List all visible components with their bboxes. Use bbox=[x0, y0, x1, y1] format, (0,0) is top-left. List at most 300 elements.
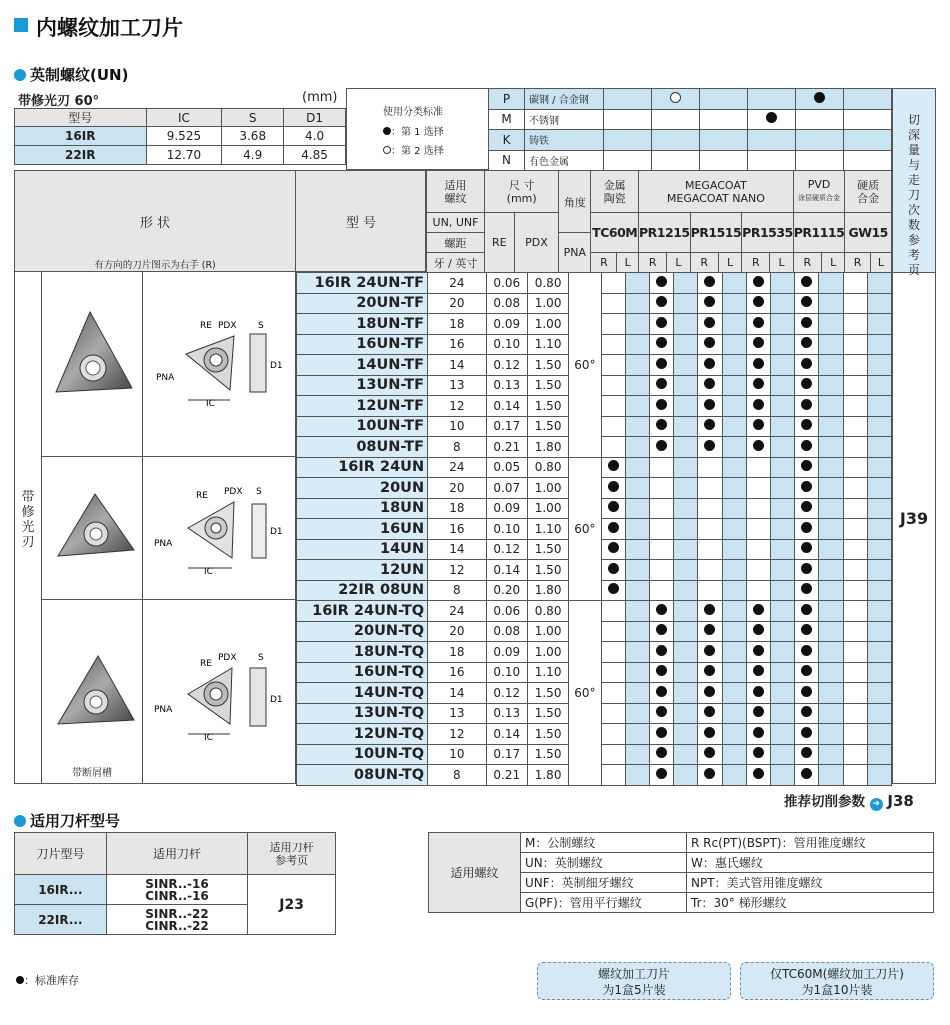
pitch-cell: 20 bbox=[428, 293, 486, 314]
grade-cell bbox=[795, 498, 819, 519]
stock-dot-icon bbox=[801, 563, 812, 574]
subtitle: 带修光刃 60° bbox=[18, 94, 100, 109]
grade-cell bbox=[867, 416, 891, 437]
grade-cell bbox=[698, 273, 722, 294]
grade-cell bbox=[867, 314, 891, 335]
grade-cell bbox=[746, 662, 770, 683]
grade-cell bbox=[625, 683, 649, 704]
insert-diagram-tf bbox=[148, 316, 288, 408]
pitch-cell: 24 bbox=[428, 273, 486, 294]
grade-cell bbox=[601, 683, 625, 704]
grade-cell bbox=[867, 662, 891, 683]
pitch-cell: 8 bbox=[428, 437, 486, 458]
grade-cell bbox=[698, 765, 722, 786]
box-note-2: 仅TC60M(螺纹加工刀片) 为1盒10片装 bbox=[740, 962, 934, 1000]
svg-text:PDX: PDX bbox=[218, 653, 237, 663]
grade-cell bbox=[795, 478, 819, 499]
grade-cell bbox=[649, 519, 673, 540]
grade-cell bbox=[649, 539, 673, 560]
pitch-cell: 24 bbox=[428, 601, 486, 622]
angle-cell: 60° bbox=[569, 457, 601, 601]
grade-cell bbox=[698, 519, 722, 540]
grade-cell bbox=[674, 396, 698, 417]
grade-cell bbox=[698, 744, 722, 765]
grade-cell bbox=[601, 642, 625, 663]
grade-cell bbox=[601, 416, 625, 437]
grade-cell bbox=[819, 416, 843, 437]
grade-cell bbox=[819, 478, 843, 499]
pitch-cell: 14 bbox=[428, 355, 486, 376]
stock-dot-icon bbox=[801, 665, 812, 676]
grade-cell bbox=[601, 457, 625, 478]
pitch-cell: 10 bbox=[428, 416, 486, 437]
grade-cell bbox=[674, 642, 698, 663]
grade-cell bbox=[674, 498, 698, 519]
grade-cell bbox=[674, 580, 698, 601]
grade-cell bbox=[625, 662, 649, 683]
stock-dot-icon bbox=[704, 317, 715, 328]
grade-cell bbox=[770, 744, 794, 765]
re-cell: 0.21 bbox=[486, 765, 527, 786]
grade-cell bbox=[770, 683, 794, 704]
grade-cell bbox=[698, 724, 722, 745]
grade-cell bbox=[698, 703, 722, 724]
grade-cell bbox=[649, 273, 673, 294]
re-cell: 0.06 bbox=[486, 601, 527, 622]
grade-cell bbox=[819, 560, 843, 581]
grade-cell bbox=[819, 273, 843, 294]
grade-cell bbox=[819, 375, 843, 396]
stock-dot-icon bbox=[656, 665, 667, 676]
stock-dot-icon bbox=[656, 440, 667, 451]
grade-cell bbox=[819, 662, 843, 683]
grade-cell bbox=[843, 375, 867, 396]
pdx-cell: 0.80 bbox=[527, 273, 568, 294]
grade-cell bbox=[674, 437, 698, 458]
grade-cell bbox=[867, 560, 891, 581]
grade-cell bbox=[674, 601, 698, 622]
pitch-cell: 16 bbox=[428, 334, 486, 355]
grade-cell bbox=[649, 642, 673, 663]
grade-cell bbox=[722, 580, 746, 601]
grade-cell bbox=[843, 744, 867, 765]
grade-cell bbox=[867, 273, 891, 294]
grade-cell bbox=[746, 478, 770, 499]
stock-dot-icon bbox=[753, 727, 764, 738]
grade-cell bbox=[770, 662, 794, 683]
grade-cell bbox=[843, 293, 867, 314]
stock-dot-icon bbox=[704, 276, 715, 287]
grade-cell bbox=[698, 416, 722, 437]
grade-cell bbox=[843, 498, 867, 519]
grade-cell bbox=[795, 539, 819, 560]
grade-cell bbox=[770, 478, 794, 499]
grade-cell bbox=[819, 498, 843, 519]
grade-cell bbox=[746, 601, 770, 622]
grade-cell bbox=[601, 539, 625, 560]
grade-cell bbox=[674, 539, 698, 560]
grade-cell bbox=[625, 642, 649, 663]
svg-text:D1: D1 bbox=[270, 361, 283, 371]
main-header: 形 状 有方向的刀片图示为右手 (R) 型 号 bbox=[14, 170, 892, 272]
grade-cell bbox=[843, 724, 867, 745]
stock-dot-icon bbox=[656, 645, 667, 656]
pdx-cell: 1.50 bbox=[527, 539, 568, 560]
model-cell: 20UN-TQ bbox=[297, 621, 428, 642]
grade-cell bbox=[746, 396, 770, 417]
grade-cell bbox=[746, 539, 770, 560]
grade-cell bbox=[649, 560, 673, 581]
grade-cell bbox=[601, 703, 625, 724]
grade-cell bbox=[795, 683, 819, 704]
grade-cell bbox=[843, 703, 867, 724]
stock-dot-icon bbox=[608, 501, 619, 512]
grade-cell bbox=[698, 478, 722, 499]
grade-cell bbox=[770, 293, 794, 314]
grade-cell bbox=[698, 621, 722, 642]
recommend-link[interactable]: 推荐切削参数 ➜ J38 bbox=[784, 792, 914, 810]
grade-cell bbox=[746, 580, 770, 601]
model-cell: 16UN-TQ bbox=[297, 662, 428, 683]
grade-cell bbox=[867, 334, 891, 355]
grade-cell bbox=[770, 273, 794, 294]
grade-cell bbox=[722, 560, 746, 581]
grade-cell bbox=[698, 437, 722, 458]
grade-cell bbox=[795, 765, 819, 786]
stock-dot-icon bbox=[801, 747, 812, 758]
stock-dot-icon bbox=[656, 686, 667, 697]
grade-cell bbox=[770, 355, 794, 376]
stock-dot-icon bbox=[704, 686, 715, 697]
grade-cell bbox=[795, 314, 819, 335]
grade-cell bbox=[770, 580, 794, 601]
stock-dot-icon bbox=[608, 522, 619, 533]
pdx-cell: 1.00 bbox=[527, 642, 568, 663]
grade-cell bbox=[722, 703, 746, 724]
pdx-cell: 1.00 bbox=[527, 621, 568, 642]
pdx-cell: 1.50 bbox=[527, 683, 568, 704]
grade-cell bbox=[795, 437, 819, 458]
pitch-cell: 14 bbox=[428, 683, 486, 704]
stock-dot-icon bbox=[801, 542, 812, 553]
grade-cell bbox=[625, 375, 649, 396]
grade-cell bbox=[698, 314, 722, 335]
model-cell: 12UN-TF bbox=[297, 396, 428, 417]
stock-dot-icon bbox=[801, 481, 812, 492]
stock-dot-icon bbox=[753, 317, 764, 328]
stock-dot-icon bbox=[753, 419, 764, 430]
grade-cell bbox=[698, 396, 722, 417]
grade-cell bbox=[819, 293, 843, 314]
grade-cell bbox=[819, 396, 843, 417]
grade-cell bbox=[770, 457, 794, 478]
stock-dot-icon bbox=[608, 542, 619, 553]
grade-cell bbox=[843, 273, 867, 294]
grade-cell bbox=[601, 334, 625, 355]
grade-cell bbox=[674, 621, 698, 642]
grade-cell bbox=[867, 642, 891, 663]
unit-label: (mm) bbox=[302, 90, 338, 105]
stock-dot-icon bbox=[801, 604, 812, 615]
grade-cell bbox=[722, 375, 746, 396]
grade-cell bbox=[601, 724, 625, 745]
pdx-cell: 1.00 bbox=[527, 314, 568, 335]
svg-text:S: S bbox=[256, 487, 262, 497]
grade-cell bbox=[843, 457, 867, 478]
grade-cell bbox=[819, 539, 843, 560]
grade-cell bbox=[601, 744, 625, 765]
grade-cell bbox=[649, 478, 673, 499]
grade-cell bbox=[625, 724, 649, 745]
pitch-cell: 8 bbox=[428, 765, 486, 786]
grade-cell bbox=[770, 601, 794, 622]
grade-cell bbox=[746, 273, 770, 294]
model-cell: 16IR 24UN bbox=[297, 457, 428, 478]
grade-cell bbox=[795, 642, 819, 663]
svg-text:S: S bbox=[258, 321, 264, 331]
pitch-cell: 20 bbox=[428, 621, 486, 642]
grade-cell bbox=[649, 375, 673, 396]
box-note-1: 螺纹加工刀片 为1盒5片装 bbox=[537, 962, 731, 1000]
stock-dot-icon bbox=[704, 645, 715, 656]
grade-cell bbox=[625, 560, 649, 581]
grade-cell bbox=[795, 703, 819, 724]
stock-dot-icon bbox=[704, 296, 715, 307]
model-cell: 12UN bbox=[297, 560, 428, 581]
pitch-cell: 20 bbox=[428, 478, 486, 499]
re-cell: 0.12 bbox=[486, 683, 527, 704]
grade-cell bbox=[625, 396, 649, 417]
grade-cell bbox=[867, 683, 891, 704]
pdx-cell: 1.80 bbox=[527, 580, 568, 601]
grade-cell bbox=[649, 703, 673, 724]
svg-text:RE: RE bbox=[200, 659, 212, 669]
pdx-cell: 1.00 bbox=[527, 293, 568, 314]
pdx-cell: 1.80 bbox=[527, 765, 568, 786]
pitch-cell: 18 bbox=[428, 314, 486, 335]
grade-cell bbox=[649, 293, 673, 314]
grade-cell bbox=[674, 355, 698, 376]
stock-dot-icon bbox=[753, 624, 764, 635]
stock-dot-icon bbox=[801, 522, 812, 533]
grade-cell bbox=[674, 478, 698, 499]
grade-cell bbox=[625, 457, 649, 478]
grade-cell bbox=[746, 314, 770, 335]
grade-cell bbox=[722, 498, 746, 519]
grade-cell bbox=[625, 314, 649, 335]
grade-cell bbox=[625, 580, 649, 601]
stock-dot-icon bbox=[656, 399, 667, 410]
re-cell: 0.08 bbox=[486, 293, 527, 314]
stock-dot-icon bbox=[704, 727, 715, 738]
grade-cell bbox=[770, 765, 794, 786]
grade-cell bbox=[649, 396, 673, 417]
re-cell: 0.17 bbox=[486, 416, 527, 437]
grade-cell bbox=[722, 273, 746, 294]
grade-cell bbox=[843, 765, 867, 786]
stock-dot-icon bbox=[704, 624, 715, 635]
grade-cell bbox=[698, 642, 722, 663]
pdx-cell: 1.50 bbox=[527, 744, 568, 765]
grade-cell bbox=[770, 519, 794, 540]
arrow-right-icon: ➜ bbox=[870, 798, 883, 811]
grade-cell bbox=[746, 293, 770, 314]
grade-cell bbox=[746, 437, 770, 458]
grade-cell bbox=[867, 765, 891, 786]
pdx-cell: 1.50 bbox=[527, 375, 568, 396]
stock-dot-icon bbox=[753, 276, 764, 287]
svg-text:PNA: PNA bbox=[154, 705, 173, 715]
grade-cell bbox=[867, 519, 891, 540]
section-un-title: 英制螺纹(UN) bbox=[14, 64, 128, 85]
grade-cell bbox=[722, 334, 746, 355]
stock-dot-icon bbox=[753, 440, 764, 451]
grade-cell bbox=[770, 560, 794, 581]
model-cell: 18UN-TF bbox=[297, 314, 428, 335]
model-cell: 16IR 24UN-TF bbox=[297, 273, 428, 294]
grade-cell bbox=[649, 314, 673, 335]
model-cell: 14UN bbox=[297, 539, 428, 560]
grade-cell bbox=[770, 642, 794, 663]
grade-cell bbox=[843, 539, 867, 560]
grade-cell bbox=[843, 519, 867, 540]
stock-dot-icon bbox=[704, 378, 715, 389]
grade-cell bbox=[722, 437, 746, 458]
stock-dot-icon bbox=[753, 337, 764, 348]
svg-text:IC: IC bbox=[204, 733, 213, 742]
grade-cell bbox=[867, 375, 891, 396]
angle-cell: 60° bbox=[569, 601, 601, 786]
grade-cell bbox=[601, 375, 625, 396]
stock-dot-icon bbox=[656, 419, 667, 430]
stock-dot-icon bbox=[801, 727, 812, 738]
grade-cell bbox=[722, 539, 746, 560]
material-table: P 碳钢 / 合金钢 M 不锈钢 K 铸铁 N 有色金属 bbox=[488, 88, 892, 171]
model-cell: 14UN-TF bbox=[297, 355, 428, 376]
stock-dot-icon bbox=[801, 440, 812, 451]
grade-cell bbox=[601, 396, 625, 417]
re-cell: 0.14 bbox=[486, 560, 527, 581]
grade-cell bbox=[867, 355, 891, 376]
grade-cell bbox=[722, 683, 746, 704]
reference-column bbox=[892, 88, 936, 784]
grade-cell bbox=[649, 601, 673, 622]
grade-cell bbox=[722, 765, 746, 786]
re-cell: 0.20 bbox=[486, 580, 527, 601]
grade-cell bbox=[746, 334, 770, 355]
pdx-cell: 1.50 bbox=[527, 416, 568, 437]
grade-cell bbox=[746, 560, 770, 581]
grade-cell bbox=[722, 396, 746, 417]
grade-cell bbox=[649, 437, 673, 458]
grade-cell bbox=[722, 642, 746, 663]
svg-text:D1: D1 bbox=[270, 527, 283, 537]
grade-cell bbox=[770, 314, 794, 335]
grade-cell bbox=[674, 273, 698, 294]
grade-cell bbox=[819, 642, 843, 663]
grade-cell bbox=[601, 560, 625, 581]
grade-cell bbox=[819, 437, 843, 458]
model-cell: 20UN-TF bbox=[297, 293, 428, 314]
grade-cell bbox=[770, 724, 794, 745]
re-cell: 0.14 bbox=[486, 396, 527, 417]
svg-text:S: S bbox=[258, 653, 264, 663]
grade-cell bbox=[698, 457, 722, 478]
stock-dot-icon bbox=[801, 645, 812, 656]
stock-dot-icon bbox=[801, 501, 812, 512]
stock-dot-icon bbox=[656, 747, 667, 758]
grade-cell bbox=[746, 457, 770, 478]
stock-dot-icon bbox=[656, 358, 667, 369]
pitch-cell: 12 bbox=[428, 724, 486, 745]
grade-cell bbox=[746, 683, 770, 704]
re-cell: 0.10 bbox=[486, 334, 527, 355]
grade-cell bbox=[795, 601, 819, 622]
stock-dot-icon bbox=[753, 747, 764, 758]
stock-dot-icon bbox=[753, 768, 764, 779]
re-cell: 0.14 bbox=[486, 724, 527, 745]
legend-box: 使用分类标准 ：第 1 选择 ：第 2 选择 bbox=[346, 88, 488, 170]
model-cell: 22IR 08UN bbox=[297, 580, 428, 601]
stock-dot-icon bbox=[656, 727, 667, 738]
pdx-cell: 1.80 bbox=[527, 437, 568, 458]
grade-cell bbox=[674, 457, 698, 478]
svg-text:PNA: PNA bbox=[154, 539, 173, 549]
svg-text:RE: RE bbox=[196, 491, 208, 501]
grade-cell bbox=[843, 683, 867, 704]
pdx-cell: 1.50 bbox=[527, 703, 568, 724]
model-cell: 18UN-TQ bbox=[297, 642, 428, 663]
grade-cell bbox=[795, 457, 819, 478]
grade-cell bbox=[867, 601, 891, 622]
stock-dot-icon bbox=[753, 604, 764, 615]
grade-cell bbox=[625, 478, 649, 499]
pdx-cell: 1.10 bbox=[527, 662, 568, 683]
stock-dot-icon bbox=[704, 440, 715, 451]
grade-cell bbox=[722, 293, 746, 314]
grade-cell bbox=[674, 334, 698, 355]
grade-cell bbox=[819, 457, 843, 478]
model-cell: 20UN bbox=[297, 478, 428, 499]
footnote: ：标准库存 bbox=[16, 972, 79, 988]
svg-text:PNA: PNA bbox=[156, 373, 175, 383]
grade-cell bbox=[649, 662, 673, 683]
svg-text:PDX: PDX bbox=[218, 321, 237, 331]
stock-dot-icon bbox=[656, 624, 667, 635]
grade-cell bbox=[698, 375, 722, 396]
stock-dot-icon bbox=[753, 706, 764, 717]
grade-cell bbox=[674, 683, 698, 704]
grade-cell bbox=[819, 580, 843, 601]
pitch-cell: 13 bbox=[428, 375, 486, 396]
model-cell: 12UN-TQ bbox=[297, 724, 428, 745]
grade-cell bbox=[601, 580, 625, 601]
grade-cell bbox=[674, 703, 698, 724]
grade-cell bbox=[795, 724, 819, 745]
grade-cell bbox=[770, 334, 794, 355]
stock-dot-icon bbox=[753, 296, 764, 307]
model-cell: 10UN-TF bbox=[297, 416, 428, 437]
grade-cell bbox=[795, 396, 819, 417]
pdx-cell: 1.00 bbox=[527, 498, 568, 519]
angle-cell: 60° bbox=[569, 273, 601, 458]
stock-dot-icon bbox=[656, 706, 667, 717]
stock-dot-icon bbox=[608, 563, 619, 574]
grade-cell bbox=[867, 744, 891, 765]
grade-cell bbox=[698, 539, 722, 560]
pdx-cell: 1.10 bbox=[527, 334, 568, 355]
insert-image-standard bbox=[50, 488, 140, 568]
